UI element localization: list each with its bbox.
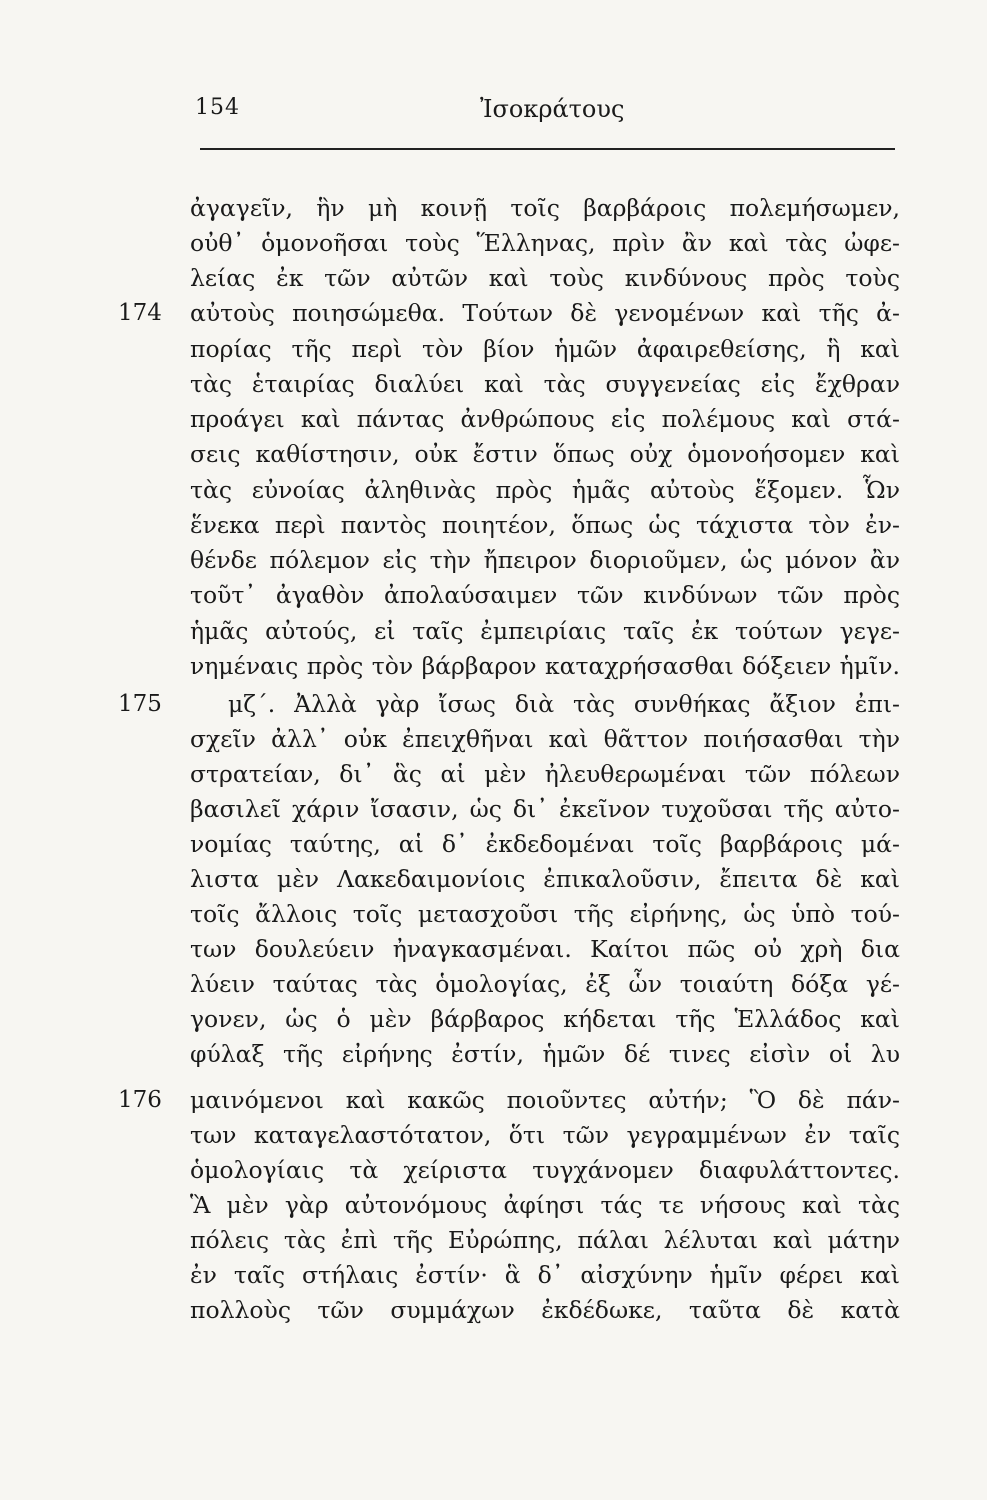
text-line: τὰς εὐνοίας ἀληθινὰς πρὸς ἡμᾶς αὐτοὺς ἕξομεν. Ὧν — [190, 476, 900, 504]
text-line: πολλοὺς τῶν συμμάχων ἐκδέδωκε, ταῦτα δὲ κατὰ — [190, 1296, 900, 1324]
text-line: ὁμολογίαις τὰ χείριστα τυγχάνομεν διαφυλάττοντες. — [190, 1156, 900, 1184]
text-line: πορίας τῆς περὶ τὸν βίον ἡμῶν ἀφαιρεθείσης, ἣ καὶ — [190, 335, 900, 363]
text-line: σεις καθίστησιν, οὐκ ἔστιν ὅπως οὐχ ὁμονοήσομεν καὶ — [190, 440, 900, 468]
text-line: βασιλεῖ χάριν ἴσασιν, ὡς δι᾿ ἐκεῖνον τυχοῦσαι τῆς αὐτο- — [190, 795, 900, 823]
margin-section-number: 176 — [118, 1087, 162, 1113]
text-line: σχεῖν ἀλλ᾿ οὐκ ἐπειχθῆναι καὶ θᾶττον ποιήσασθαι τὴν — [190, 725, 900, 753]
text-line: ἀγαγεῖν, ἣν μὴ κοινῇ τοῖς βαρβάροις πολεμήσωμεν, — [190, 194, 900, 222]
text-line: μζ΄. Ἀλλὰ γὰρ ἴσως διὰ τὰς συνθήκας ἄξιον ἐπι- — [228, 690, 900, 718]
margin-section-number: 174 — [118, 300, 162, 326]
text-line: νομίας ταύτης, αἱ δ᾿ ἐκδεδομέναι τοῖς βαρβάροις μά- — [190, 830, 900, 858]
text-line: τοῦτ᾿ ἀγαθὸν ἀπολαύσαιμεν τῶν κινδύνων τῶν πρὸς — [190, 581, 900, 609]
text-line: λείας ἐκ τῶν αὐτῶν καὶ τοὺς κινδύνους πρὸς τοὺς — [190, 264, 900, 292]
text-line: λιστα μὲν Λακεδαιμονίοις ἐπικαλοῦσιν, ἔπειτα δὲ καὶ — [190, 865, 900, 893]
page-number: 154 — [195, 95, 240, 120]
text-line: μαινόμενοι καὶ κακῶς ποιοῦντες αὐτήν; Ὃ δὲ πάν- — [190, 1086, 900, 1114]
running-title: Ἰσοκράτους — [480, 95, 625, 123]
text-line: θένδε πόλεμον εἰς τὴν ἤπειρον διοριοῦμεν, ὡς μόνον ἂν — [190, 546, 900, 574]
text-line: τοῖς ἄλλοις τοῖς μετασχοῦσι τῆς εἰρήνης, ὡς ὑπὸ τού- — [190, 900, 900, 928]
text-line: οὐθ᾿ ὁμονοῆσαι τοὺς Ἕλληνας, πρὶν ἂν καὶ τὰς ὠφε- — [190, 229, 900, 257]
text-line: ἡμᾶς αὐτούς, εἰ ταῖς ἐμπειρίαις ταῖς ἐκ τούτων γεγε- — [190, 617, 900, 645]
text-line: ἐν ταῖς στήλαις ἐστίν· ἃ δ᾿ αἰσχύνην ἡμῖν φέρει καὶ — [190, 1261, 900, 1289]
text-line: ἕνεκα περὶ παντὸς ποιητέον, ὅπως ὡς τάχιστα τὸν ἐν- — [190, 511, 900, 539]
text-line: φύλαξ τῆς εἰρήνης ἐστίν, ἡμῶν δέ τινες εἰσὶν οἱ λυ — [190, 1040, 900, 1068]
text-line: στρατείαν, δι᾿ ἃς αἱ μὲν ἠλευθερωμέναι τῶν πόλεων — [190, 760, 900, 788]
text-line: τὰς ἑταιρίας διαλύει καὶ τὰς συγγενείας εἰς ἔχθραν — [190, 370, 900, 398]
text-line: λύειν ταύτας τὰς ὁμολογίας, ἐξ ὧν τοιαύτη δόξα γέ- — [190, 970, 900, 998]
margin-section-number: 175 — [118, 691, 162, 717]
text-line: πόλεις τὰς ἐπὶ τῆς Εὐρώπης, πάλαι λέλυται καὶ μάτην — [190, 1226, 900, 1254]
text-line: των καταγελαστότατον, ὅτι τῶν γεγραμμένων ἐν ταῖς — [190, 1121, 900, 1149]
page-header — [0, 95, 987, 135]
text-line: νημέναις πρὸς τὸν βάρβαρον καταχρήσασθαι δόξειεν ἡμῖν. — [190, 652, 900, 680]
text-line: προάγει καὶ πάντας ἀνθρώπους εἰς πολέμους καὶ στά- — [190, 405, 900, 433]
text-line: αὐτοὺς ποιησώμεθα. Τούτων δὲ γενομένων καὶ τῆς ἀ- — [190, 299, 900, 327]
text-line: Ἃ μὲν γὰρ αὐτονόμους ἀφίησι τάς τε νήσους καὶ τὰς — [190, 1191, 900, 1219]
header-rule — [200, 148, 895, 150]
text-line: γονεν, ὡς ὁ μὲν βάρβαρος κήδεται τῆς Ἑλλάδος καὶ — [190, 1005, 900, 1033]
text-line: των δουλεύειν ἠναγκασμέναι. Καίτοι πῶς οὐ χρὴ δια — [190, 935, 900, 963]
